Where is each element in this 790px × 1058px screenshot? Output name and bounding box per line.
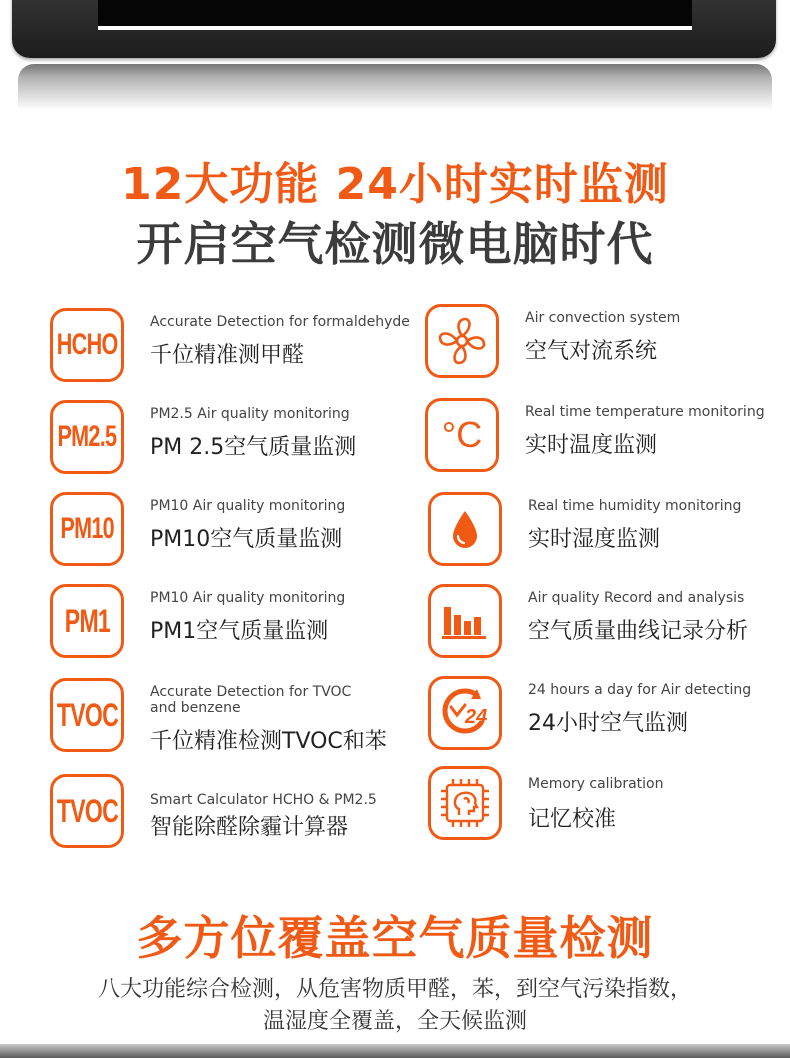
- pm10-icon: PM10: [50, 492, 124, 566]
- feature-cn-label: 实时温度监测: [525, 433, 658, 458]
- feature-en-label: Air convection system: [525, 310, 681, 326]
- feature-hcho: [50, 308, 420, 388]
- feature-pm25: [50, 400, 420, 480]
- feature-en-label: Accurate Detection for TVOC and benzene: [150, 684, 352, 716]
- feature-en-label: Accurate Detection for formaldehyde: [150, 314, 410, 330]
- description-line-1: 八大功能综合检测，从危害物质甲醛，苯，到空气污染指数，: [97, 977, 692, 1002]
- hcho-icon: HCHO: [50, 308, 124, 382]
- headline-coverage: 多方位覆盖空气质量检测: [136, 911, 654, 965]
- feature-en-label: Air quality Record and analysis: [528, 590, 745, 606]
- tvoc-icon: TVOC: [50, 678, 124, 752]
- feature-cn-label: PM1空气质量监测: [150, 619, 329, 644]
- brain-chip-icon: [428, 766, 502, 840]
- description-line-2: 温湿度全覆盖，全天候监测: [262, 1009, 527, 1034]
- headline-functions: 12大功能 24小时实时监测: [121, 159, 669, 210]
- tvoc-calculator-icon: TVOC: [50, 774, 124, 848]
- feature-en-label: Smart Calculator HCHO & PM2.5: [150, 792, 377, 808]
- headline-era: 开启空气检测微电脑时代: [136, 217, 654, 271]
- feature-en-label: Real time temperature monitoring: [525, 404, 765, 420]
- feature-memory-calibration: [428, 766, 788, 846]
- feature-en-label: PM10 Air quality monitoring: [150, 498, 346, 514]
- feature-en-label: 24 hours a day for Air detecting: [528, 682, 752, 698]
- feature-cn-label: 记忆校准: [528, 807, 617, 832]
- feature-humidity: [428, 492, 788, 572]
- feature-cn-label: 智能除醛除霾计算器: [150, 815, 349, 840]
- feature-en-label: Memory calibration: [528, 776, 664, 792]
- device-reflection: [18, 64, 772, 110]
- feature-en-label: PM2.5 Air quality monitoring: [150, 406, 350, 422]
- droplet-icon: [428, 492, 502, 566]
- pm1-icon: PM1: [50, 584, 124, 658]
- feature-cn-label: PM 2.5空气质量监测: [150, 435, 357, 460]
- device-body: [12, 0, 776, 58]
- device-image: [0, 0, 790, 110]
- bar-chart-icon: [428, 584, 502, 658]
- clock-24-icon: [428, 676, 502, 750]
- feature-cn-label: 空气对流系统: [525, 339, 658, 364]
- celsius-icon: °C: [425, 398, 499, 472]
- pm25-icon: PM2.5: [50, 400, 124, 474]
- feature-cn-label: PM10空气质量监测: [150, 527, 343, 552]
- feature-temperature: [425, 398, 785, 478]
- feature-cn-label: 千位精准测甲醛: [150, 343, 305, 368]
- device-screen: [98, 0, 692, 30]
- feature-cn-label: 24小时空气监测: [528, 711, 688, 736]
- feature-pm10: [50, 492, 420, 572]
- feature-smart-calculator: [50, 774, 420, 854]
- feature-en-label: Real time humidity monitoring: [528, 498, 742, 514]
- feature-air-convection: [425, 304, 785, 384]
- feature-cn-label: 千位精准检测TVOC和苯: [150, 729, 387, 754]
- feature-en-label: PM10 Air quality monitoring: [150, 590, 346, 606]
- feature-24h-detecting: [428, 676, 788, 756]
- feature-tvoc: [50, 678, 420, 758]
- svg-text:24: 24: [465, 706, 488, 728]
- bottom-divider: [0, 1044, 790, 1058]
- feature-cn-label: 空气质量曲线记录分析: [528, 619, 749, 644]
- feature-pm1: [50, 584, 420, 664]
- feature-air-quality-record: [428, 584, 788, 664]
- fan-icon: [425, 304, 499, 378]
- feature-cn-label: 实时湿度监测: [528, 527, 661, 552]
